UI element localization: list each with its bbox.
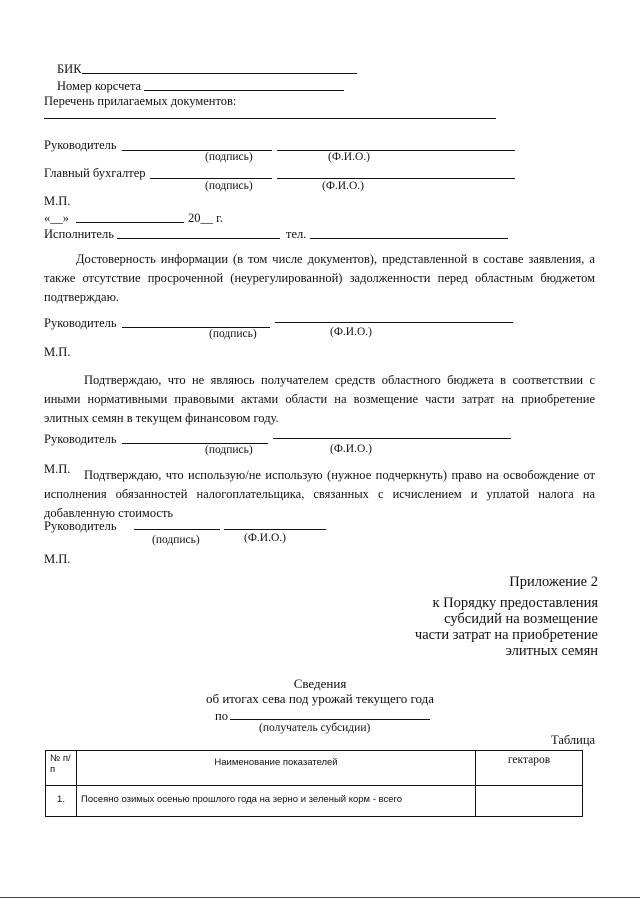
stamp-label: М.П. — [44, 552, 71, 566]
row-indicator: Посеяно озимых осенью прошлого года на зерно и зеленый корм - всего — [77, 786, 476, 817]
sowing-table — [45, 750, 583, 817]
date-month-field[interactable] — [76, 222, 184, 223]
head-signature-field[interactable] — [134, 529, 220, 530]
fio-caption: (Ф.И.О.) — [328, 151, 370, 163]
fio-caption: (Ф.И.О.) — [322, 180, 364, 192]
report-title: Сведения — [293, 676, 347, 691]
executor-field[interactable] — [117, 238, 280, 239]
documents-field[interactable] — [44, 118, 496, 119]
phone-label: тел. — [286, 227, 307, 241]
head-label: Руководитель — [44, 138, 117, 152]
fio-caption: (Ф.И.О.) — [244, 532, 286, 544]
date-day: «__» — [44, 211, 69, 225]
signature-caption: (подпись) — [205, 180, 253, 192]
executor-label: Исполнитель — [44, 227, 114, 241]
stamp-label: М.П. — [44, 345, 71, 359]
page-bottom-divider — [0, 897, 640, 898]
date-year: 20__ г. — [188, 211, 223, 225]
head-fio-field[interactable] — [277, 150, 515, 151]
head-fio-field[interactable] — [273, 438, 511, 439]
fio-caption: (Ф.И.О.) — [330, 443, 372, 455]
appendix-line-5: элитных семян — [505, 643, 598, 659]
stamp-label: М.П. — [44, 194, 71, 208]
row-hectares-value[interactable] — [476, 786, 583, 817]
head-fio-field[interactable] — [275, 322, 513, 323]
appendix-line-2: к Порядку предоставления — [432, 595, 598, 611]
signature-caption: (подпись) — [209, 328, 257, 340]
row-number: 1. — [46, 786, 77, 817]
fio-caption: (Ф.И.О.) — [330, 326, 372, 338]
recipient-field[interactable] — [230, 719, 430, 720]
appendix-title: Приложение 2 — [509, 574, 598, 590]
documents-label: Перечень прилагаемых документов: — [44, 94, 237, 108]
chief-accountant-fio-field[interactable] — [277, 178, 515, 179]
head-label: Руководитель — [44, 432, 117, 446]
chief-accountant-signature-field[interactable] — [150, 178, 272, 179]
phone-field[interactable] — [310, 238, 508, 239]
signature-caption: (подпись) — [152, 534, 200, 546]
corr-account-field[interactable] — [144, 90, 344, 91]
table-header-row — [46, 751, 583, 786]
confirmation-paragraph-2: Подтверждаю, что не являюсь получателем средств областного бюджета в соответствии с иными нормативными правовыми актами области на возмещение части затрат на приобретение элитных семян в текущем финансовом году. — [44, 373, 595, 425]
report-by-label: по — [215, 709, 228, 723]
head-label: Руководитель — [44, 316, 117, 330]
head-label: Руководитель — [44, 519, 117, 533]
confirmation-paragraph-3: Подтверждаю, что использую/не использую (нужное подчеркнуть) право на освобождение от исполнения обязанностей налогоплательщика, связанных с исчислением и уплатой налога на добавленную стоимость — [44, 468, 595, 520]
bik-label: БИК — [57, 62, 82, 76]
stamp-label: М.П. — [44, 462, 71, 476]
header-indicator: Наименование показателей — [77, 751, 476, 786]
corr-account-label: Номер корсчета — [57, 79, 142, 93]
signature-caption: (подпись) — [205, 151, 253, 163]
signature-caption: (подпись) — [205, 444, 253, 456]
header-number: № п/п — [46, 751, 77, 786]
head-fio-field[interactable] — [224, 529, 326, 530]
appendix-line-3: субсидий на возмещение — [444, 611, 598, 627]
bik-field[interactable] — [82, 73, 357, 74]
recipient-caption: (получатель субсидии) — [259, 722, 371, 734]
header-hectares: гектаров — [476, 751, 583, 786]
chief-accountant-label: Главный бухгалтер — [44, 166, 146, 180]
table-row — [46, 786, 583, 817]
appendix-line-4: части затрат на приобретение — [414, 627, 598, 643]
report-subtitle: об итогах сева под урожай текущего года — [205, 691, 435, 706]
confirmation-paragraph-1: Достоверность информации (в том числе документов), представленной в составе заявления, а также отсутствие просроченной (неурегулированной) задолженности перед областным бюджетом подтверждаю. — [44, 252, 595, 304]
table-label: Таблица — [551, 733, 596, 747]
